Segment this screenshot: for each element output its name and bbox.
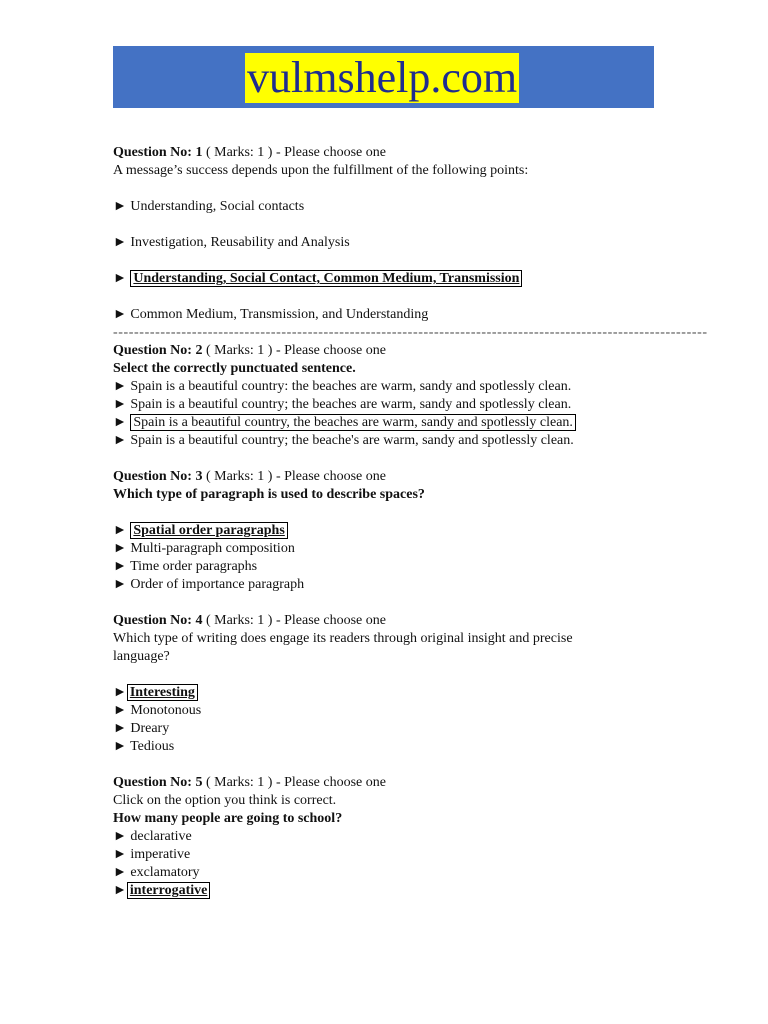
option-text: Spain is a beautiful country: the beaches are warm, sandy and spotlessly clean. [130, 379, 572, 394]
question-3-header [113, 468, 386, 486]
option[interactable] [113, 396, 571, 414]
arrow-icon: ► [113, 829, 127, 844]
option-text: Tedious [130, 739, 175, 754]
arrow-icon: ► [113, 379, 127, 394]
option-text-selected: Spain is a beautiful country, the beaches are warm, sandy and spotlessly clean. [130, 414, 576, 431]
option[interactable] [113, 234, 350, 252]
option[interactable] [113, 828, 192, 846]
arrow-icon: ► [113, 883, 127, 898]
question-3-prompt: Which type of paragraph is used to describe spaces? [113, 487, 425, 502]
option-text: Time order paragraphs [130, 559, 258, 574]
option[interactable] [113, 378, 571, 396]
option[interactable] [113, 864, 200, 882]
arrow-icon: ► [113, 577, 127, 592]
arrow-icon: ► [113, 721, 127, 736]
option[interactable] [113, 198, 304, 216]
option[interactable] [113, 720, 169, 738]
arrow-icon: ► [113, 703, 127, 718]
question-label: Question No: 4 [113, 613, 203, 628]
question-marks: ( Marks: 1 ) - Please choose one [202, 469, 386, 484]
option-text: Understanding, Social contacts [130, 199, 305, 214]
question-label: Question No: 3 [113, 469, 203, 484]
option-text-selected: Interesting [127, 684, 198, 701]
question-5-header [113, 774, 386, 792]
arrow-icon: ► [113, 847, 127, 862]
question-5-instruction: Click on the option you think is correct. [113, 793, 337, 808]
arrow-icon: ► [113, 541, 127, 556]
question-4-prompt-line2: language? [113, 649, 170, 664]
arrow-icon: ► [113, 271, 127, 286]
arrow-icon: ► [113, 433, 127, 448]
option[interactable] [113, 558, 257, 576]
arrow-icon: ► [113, 685, 127, 700]
question-2-header [113, 342, 386, 360]
option-text: Investigation, Reusability and Analysis [130, 235, 350, 250]
arrow-icon: ► [113, 559, 127, 574]
option-text: imperative [130, 847, 191, 862]
question-label: Question No: 2 [113, 343, 203, 358]
option-text: declarative [130, 829, 192, 844]
option-text: Common Medium, Transmission, and Understanding [130, 307, 429, 322]
option[interactable] [113, 540, 295, 558]
question-1-header [113, 144, 386, 162]
separator-line: ----------------------------------------------------------------------------------------------------------------- [113, 325, 708, 340]
arrow-icon: ► [113, 235, 127, 250]
question-2-prompt: Select the correctly punctuated sentence. [113, 361, 356, 376]
arrow-icon: ► [113, 523, 127, 538]
question-label: Question No: 5 [113, 775, 203, 790]
option[interactable] [113, 432, 574, 450]
option[interactable] [113, 738, 174, 756]
arrow-icon: ► [113, 307, 127, 322]
arrow-icon: ► [113, 397, 127, 412]
question-5-prompt: How many people are going to school? [113, 811, 343, 826]
question-marks: ( Marks: 1 ) - Please choose one [202, 343, 386, 358]
question-1-prompt: A message’s success depends upon the fulfillment of the following points: [113, 163, 529, 178]
arrow-icon: ► [113, 415, 127, 430]
question-marks: ( Marks: 1 ) - Please choose one [202, 613, 386, 628]
option-text: Spain is a beautiful country; the beache's are warm, sandy and spotlessly clean. [130, 433, 574, 448]
question-4-header [113, 612, 386, 630]
option[interactable] [113, 306, 428, 324]
option[interactable] [113, 702, 201, 720]
option-text-selected: Spatial order paragraphs [130, 522, 287, 539]
option[interactable] [113, 576, 304, 594]
option-selected[interactable] [113, 882, 210, 900]
option-text-selected: Understanding, Social Contact, Common Medium, Transmission [130, 270, 522, 287]
question-marks: ( Marks: 1 ) - Please choose one [202, 145, 386, 160]
option-selected[interactable] [113, 522, 288, 540]
option-text: exclamatory [130, 865, 200, 880]
arrow-icon: ► [113, 865, 127, 880]
option-text: Dreary [130, 721, 170, 736]
question-4-prompt-line1: Which type of writing does engage its readers through original insight and precise [113, 631, 573, 646]
option-text-selected: interrogative [127, 882, 211, 899]
option[interactable] [113, 846, 190, 864]
arrow-icon: ► [113, 199, 127, 214]
option-selected[interactable] [113, 414, 576, 432]
question-marks: ( Marks: 1 ) - Please choose one [202, 775, 386, 790]
option-text: Spain is a beautiful country; the beaches are warm, sandy and spotlessly clean. [130, 397, 572, 412]
question-label: Question No: 1 [113, 145, 203, 160]
option-text: Monotonous [130, 703, 202, 718]
arrow-icon: ► [113, 739, 127, 754]
site-name: vulmshelp.com [247, 53, 518, 102]
option-selected[interactable] [113, 270, 522, 288]
option-selected[interactable] [113, 684, 198, 702]
option-text: Multi-paragraph composition [130, 541, 295, 556]
option-text: Order of importance paragraph [130, 577, 305, 592]
